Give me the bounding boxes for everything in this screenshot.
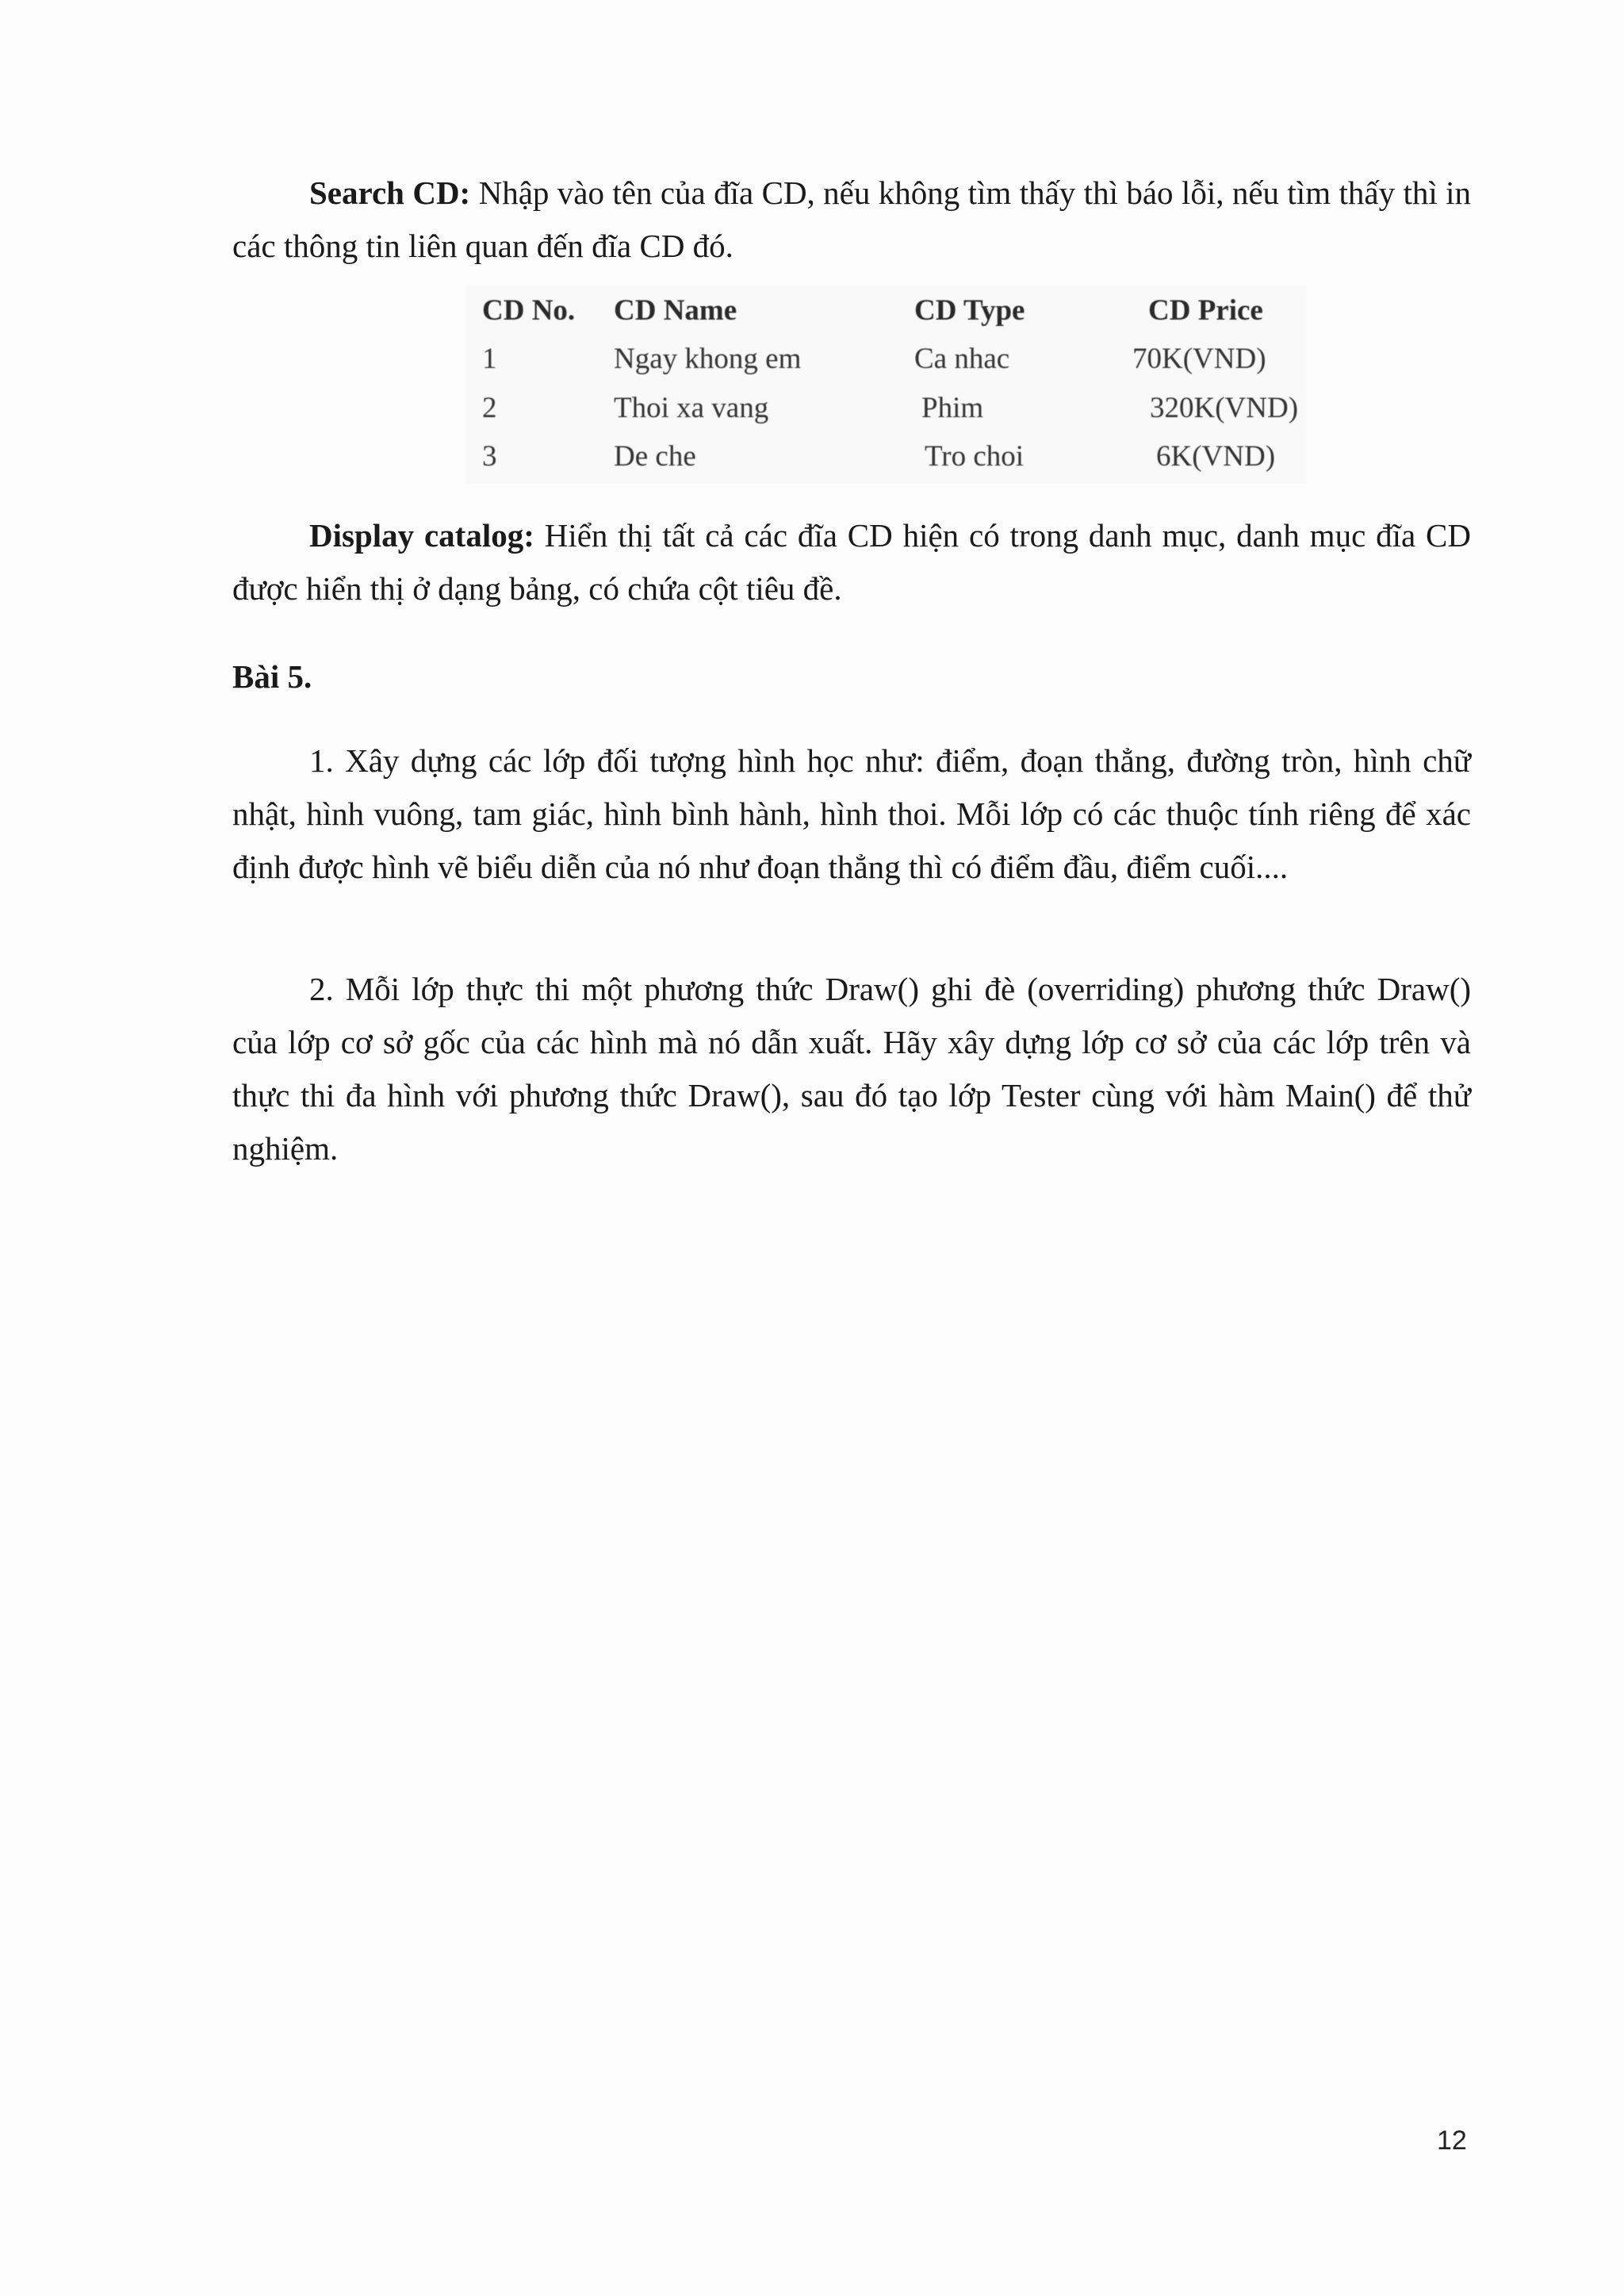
table-cell: 1 xyxy=(482,343,497,375)
search-cd-label: Search CD: xyxy=(309,174,471,211)
cd-catalog-table xyxy=(466,286,1307,484)
table-header-cd-name: CD Name xyxy=(614,294,737,327)
table-header-cd-type: CD Type xyxy=(914,294,1025,327)
table-header-cd-no: CD No. xyxy=(482,294,576,327)
table-cell: De che xyxy=(614,440,696,473)
table-cell: 70K(VND) xyxy=(1132,343,1266,375)
exercise-item-1: 1. Xây dựng các lớp đối tượng hình học như: điểm, đoạn thẳng, đường tròn, hình chữ nhật, hình vuông, tam giác, hình bình hành, hình thoi. Mỗi lớp có các thuộc tính riêng để xác định được hình vẽ biểu diễn của nó như đoạn thẳng thì có điểm đầu, điểm cuối.... xyxy=(232,742,1471,885)
table-header-cd-price: CD Price xyxy=(1148,294,1263,327)
display-catalog-text: Hiển thị tất cả các đĩa CD hiện có trong danh mục, danh mục đĩa CD được hiển thị ở dạng bảng, có chứa cột tiêu đề. xyxy=(232,517,1471,607)
table-cell: Ngay khong em xyxy=(614,343,802,375)
exercise-item-2: 2. Mỗi lớp thực thi một phương thức Draw() ghi đè (overriding) phương thức Draw() của lớp cơ sở gốc của các hình mà nó dẫn xuất. Hãy xây dựng lớp cơ sở của các lớp trên và thực thi đa hình với phương thức Draw(), sau đó tạo lớp Tester cùng với hàm Main() để thử nghiệm. xyxy=(232,971,1471,1167)
table-cell: Phim xyxy=(921,392,984,424)
table-cell: Tro choi xyxy=(925,440,1025,473)
display-catalog-paragraph xyxy=(232,509,1471,615)
display-catalog-label: Display catalog: xyxy=(309,517,534,554)
table-cell: 3 xyxy=(482,440,497,473)
table-cell: Ca nhac xyxy=(914,343,1010,375)
search-cd-paragraph xyxy=(232,167,1471,273)
exercise-heading: Bài 5. xyxy=(232,658,312,695)
page-number: 12 xyxy=(1437,2125,1467,2156)
table-cell: Thoi xa vang xyxy=(614,392,769,424)
table-cell: 2 xyxy=(482,392,497,424)
table-cell: 320K(VND) xyxy=(1150,392,1299,424)
search-cd-text: Nhập vào tên của đĩa CD, nếu không tìm thấy thì báo lỗi, nếu tìm thấy thì in các thông tin liên quan đến đĩa CD đó. xyxy=(232,174,1472,264)
table-cell: 6K(VND) xyxy=(1156,440,1276,473)
